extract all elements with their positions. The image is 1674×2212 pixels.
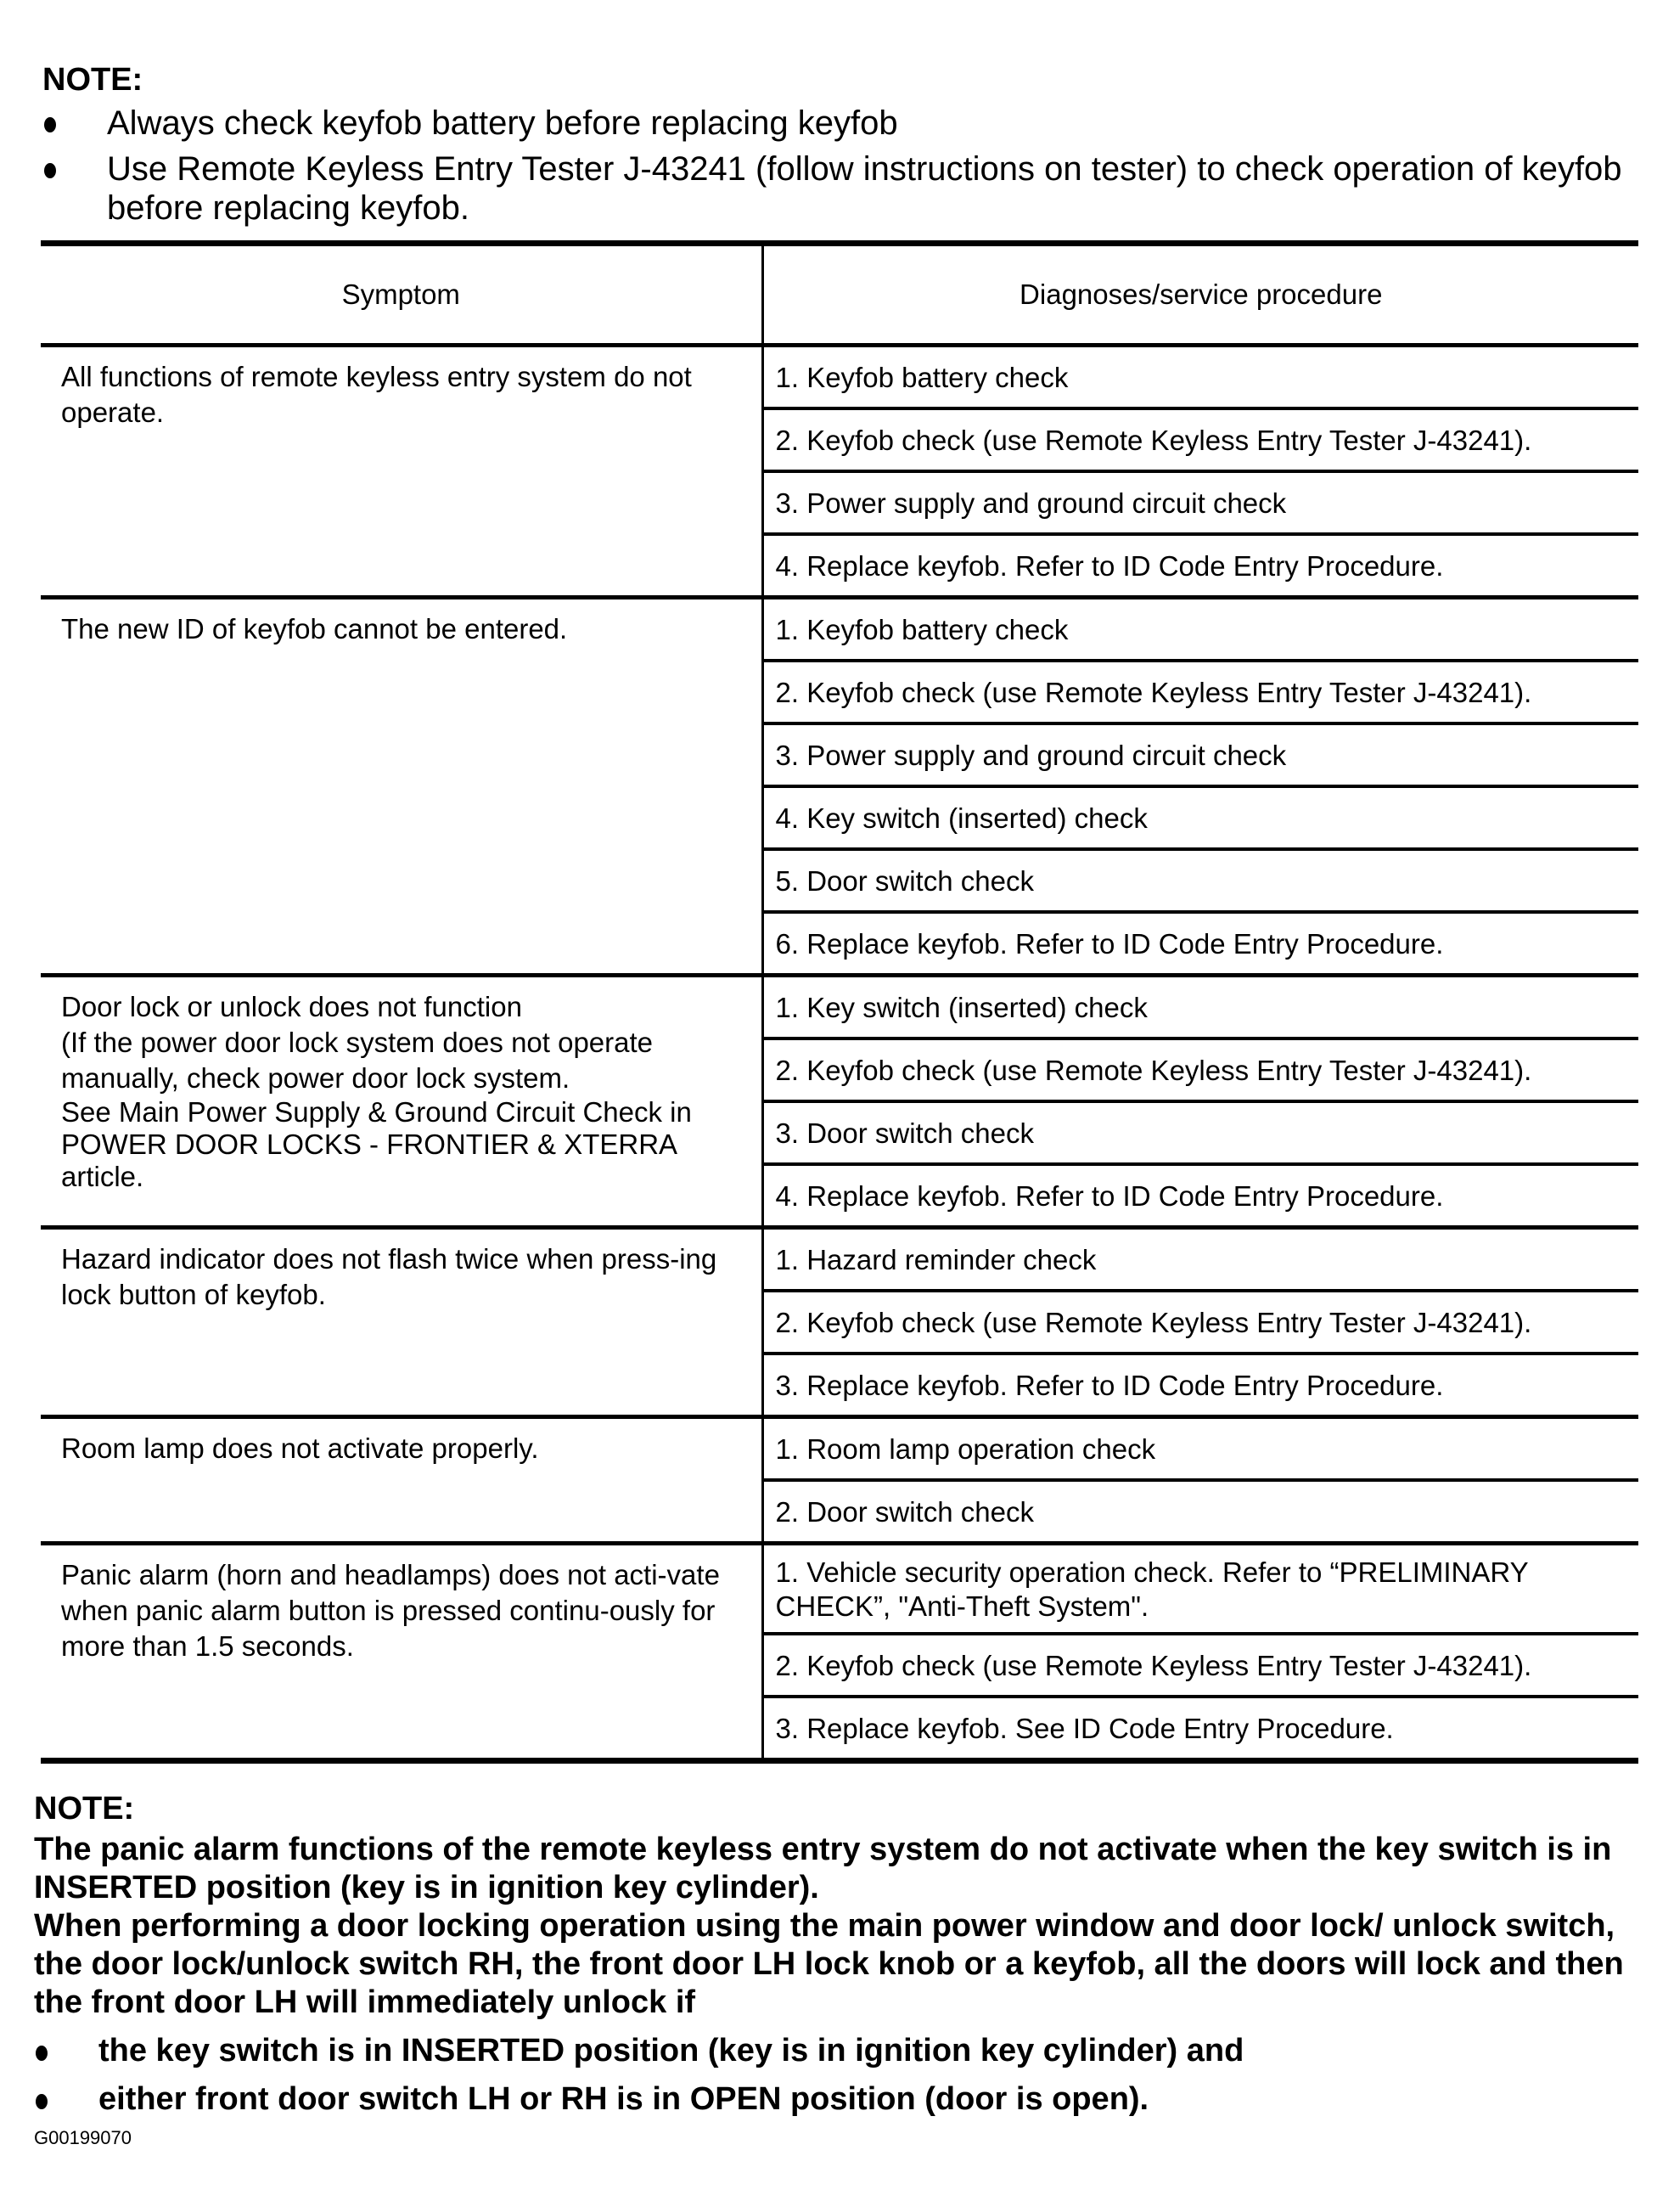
procedure-cell xyxy=(762,346,1638,598)
table-header-row xyxy=(41,244,1638,346)
procedure-step: 6. Replace keyfob. Refer to ID Code Entry Procedure. xyxy=(775,928,1444,960)
procedure-step: 1. Hazard reminder check xyxy=(764,1230,1639,1292)
symptom-cell xyxy=(41,976,762,1228)
bullet-icon xyxy=(36,2094,48,2109)
procedure-step: 4. Replace keyfob. Refer to ID Code Entry Procedure. xyxy=(775,550,1444,582)
symptom-cell: Hazard indicator does not flash twice when press-ing lock button of keyfob. xyxy=(41,1228,762,1417)
symptom-cell: The new ID of keyfob cannot be entered. xyxy=(41,598,762,976)
procedure-step: 4. Key switch (inserted) check xyxy=(764,788,1639,851)
note-title: NOTE: xyxy=(42,62,143,98)
note-bullet-list xyxy=(42,104,1638,228)
procedure-step: 2. Keyfob check (use Remote Keyless Entry Tester J-43241). xyxy=(764,662,1639,725)
figure-id: G00199070 xyxy=(34,2127,132,2148)
column-header-procedure: Diagnoses/service procedure xyxy=(762,244,1638,346)
procedure-step: 1. Key switch (inserted) check xyxy=(764,977,1639,1040)
column-header-symptom: Symptom xyxy=(41,244,762,346)
note-paragraph: When performing a door locking operation using the main power window and door lock/ unlock switch, the door lock/unlock switch RH, the front door LH lock knob or a keyfob, all the doors will lock and then the front door LH will immediately unlock if xyxy=(34,1908,1624,2020)
note-bullet: Always check keyfob battery before replacing keyfob xyxy=(42,104,1638,143)
note-bullet-list xyxy=(34,2032,1647,2119)
procedure-step: 3. Replace keyfob. Refer to ID Code Entry Procedure. xyxy=(775,1370,1444,1401)
symptom-cell: All functions of remote keyless entry system do not operate. xyxy=(41,346,762,598)
note-bullet: either front door switch LH or RH is in OPEN position (door is open). xyxy=(34,2080,1647,2119)
procedure-cell xyxy=(762,1417,1638,1544)
table-row xyxy=(41,1417,1638,1544)
procedure-step: 1. Keyfob battery check xyxy=(764,347,1639,410)
symptom-reference: See Main Power Supply & Ground Circuit Check in POWER DOOR LOCKS - FRONTIER & XTERRA article. xyxy=(61,1096,692,1192)
procedure-step: 2. Keyfob check (use Remote Keyless Entry Tester J-43241). xyxy=(764,1040,1639,1103)
table-row xyxy=(41,976,1638,1228)
table-row xyxy=(41,1544,1638,1761)
procedure-step: 2. Keyfob check (use Remote Keyless Entry Tester J-43241). xyxy=(764,1292,1639,1355)
bullet-icon xyxy=(44,163,56,178)
symptom-note: (If the power door lock system does not operate manually, check power door lock system. xyxy=(61,1027,654,1094)
procedure-step: 2. Door switch check xyxy=(775,1496,1034,1528)
procedure-step: 2. Keyfob check (use Remote Keyless Entry Tester J-43241). xyxy=(764,410,1639,473)
procedure-step: 2. Keyfob check (use Remote Keyless Entry Tester J-43241). xyxy=(764,1635,1639,1698)
symptom-cell: Panic alarm (horn and headlamps) does not acti-vate when panic alarm button is pressed continu-ously for more than 1.5 seconds. xyxy=(41,1544,762,1761)
procedure-cell xyxy=(762,1228,1638,1417)
bottom-note xyxy=(34,1790,1647,2149)
procedure-step: 1. Room lamp operation check xyxy=(764,1419,1639,1482)
diagnosis-table xyxy=(41,240,1638,1764)
top-note xyxy=(42,61,1638,234)
procedure-cell xyxy=(762,598,1638,976)
symptom-cell: Room lamp does not activate properly. xyxy=(41,1417,762,1544)
procedure-step: 3. Door switch check xyxy=(764,1103,1639,1166)
note-bullet: Use Remote Keyless Entry Tester J-43241 (follow instructions on tester) to check operation of keyfob before replacing keyfob. xyxy=(42,149,1638,228)
procedure-cell xyxy=(762,1544,1638,1761)
procedure-step: 5. Door switch check xyxy=(764,851,1639,914)
note-title: NOTE: xyxy=(34,1791,135,1826)
procedure-step: 3. Replace keyfob. See ID Code Entry Procedure. xyxy=(775,1713,1394,1744)
procedure-step: 1. Vehicle security operation check. Refer to “PRELIMINARY CHECK”, "Anti-Theft System". xyxy=(764,1545,1639,1635)
procedure-step: 4. Replace keyfob. Refer to ID Code Entry Procedure. xyxy=(775,1180,1444,1212)
note-bullet: the key switch is in INSERTED position (key is in ignition key cylinder) and xyxy=(34,2032,1647,2070)
procedure-step: 3. Power supply and ground circuit check xyxy=(764,725,1639,788)
procedure-step: 1. Keyfob battery check xyxy=(764,599,1639,662)
bullet-icon xyxy=(36,2046,48,2061)
procedure-step: 3. Power supply and ground circuit check xyxy=(764,473,1639,536)
procedure-cell xyxy=(762,976,1638,1228)
table-row xyxy=(41,1228,1638,1417)
table-row xyxy=(41,346,1638,598)
symptom-text: Door lock or unlock does not function xyxy=(61,991,522,1022)
table-row xyxy=(41,598,1638,976)
note-paragraph: The panic alarm functions of the remote keyless entry system do not activate when the key switch is in INSERTED position (key is in ignition key cylinder). xyxy=(34,1832,1612,1905)
bullet-icon xyxy=(44,117,56,132)
